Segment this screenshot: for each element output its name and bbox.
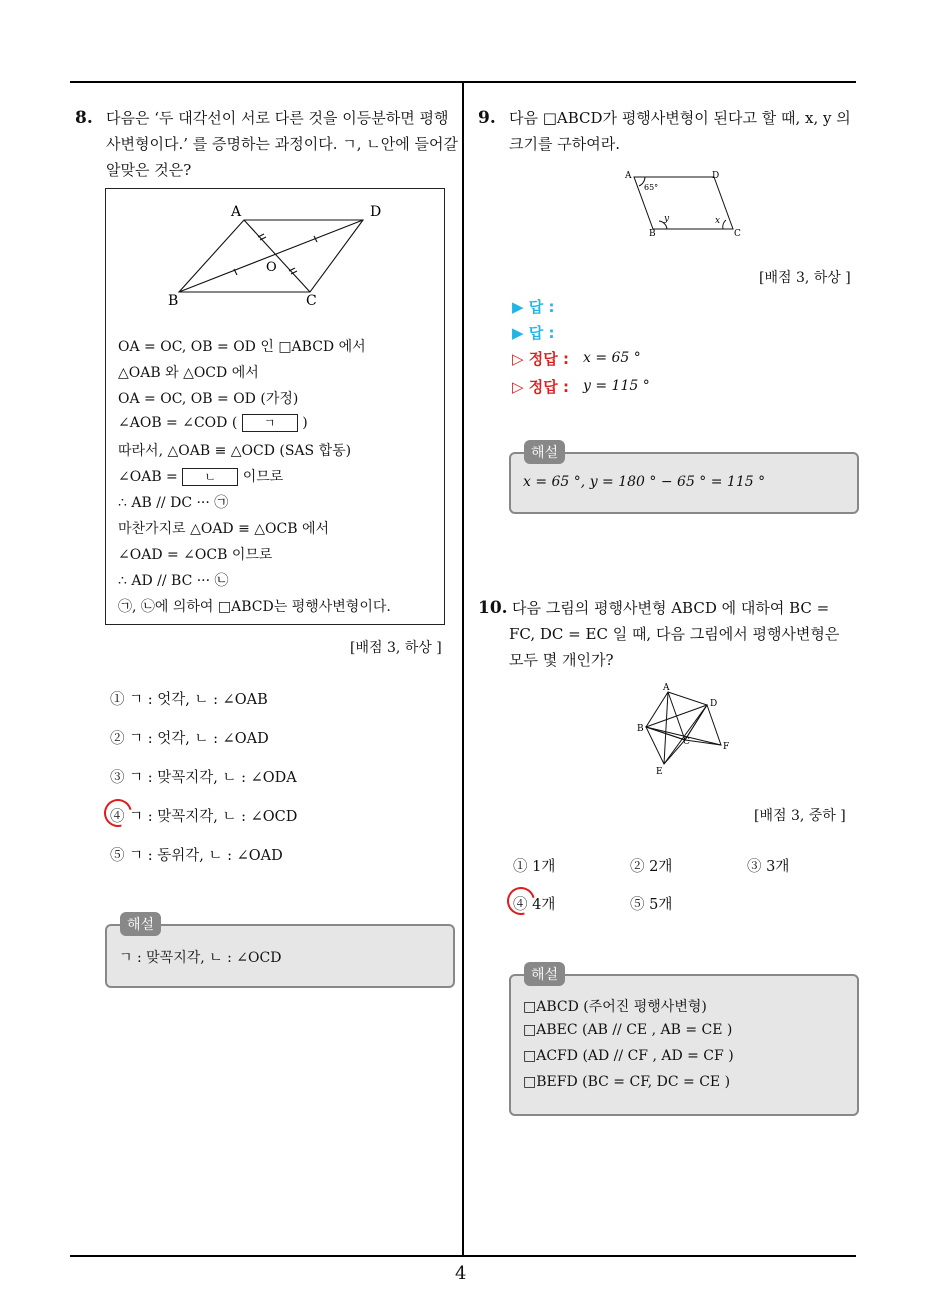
q8-choice-2[interactable]: ② ㄱ : 엇각, ㄴ : ∠OAD — [110, 731, 269, 747]
q10-number: 10. — [478, 598, 508, 618]
q8-answer-mark-icon — [99, 794, 137, 832]
q9-correct-1-value: x = 65 ° — [583, 350, 641, 366]
q8-proof-line2: △OAB 와 △OCD 에서 — [118, 365, 259, 381]
q8-proof-line3: OA = OC, OB = OD (가정) — [118, 391, 299, 407]
q9-explain-tag: 해설 — [524, 440, 565, 464]
q8-proof-line4-close: ) — [302, 415, 308, 431]
q10-explain-line2: □ABEC (AB // CE , AB = CE ) — [523, 1022, 733, 1038]
q8-proof-box — [105, 188, 445, 625]
q10-explain-line1: □ABCD (주어진 평행사변형) — [523, 999, 707, 1015]
page-number: 4 — [455, 1263, 467, 1284]
q10-label-F: F — [723, 742, 730, 752]
q8-proof-line9: ∠OAD = ∠OCB 이므로 — [118, 547, 273, 563]
q8-proof-line7: ∴ AB // DC ··· ㉠ — [118, 495, 229, 511]
q8-proof-line1: OA = OC, OB = OD 인 □ABCD 에서 — [118, 339, 366, 355]
q8-label-O: O — [266, 260, 277, 275]
q8-explain-tag: 해설 — [120, 912, 161, 936]
q9-text-line2: 크기를 구하여라. — [509, 135, 620, 153]
q8-parallelogram-figure — [106, 189, 444, 319]
q10-label-A: A — [663, 683, 670, 693]
q10-text-line2: FC, DC = EC 일 때, 다음 그림에서 평행사변형은 — [509, 625, 840, 643]
q10-choice-1[interactable]: ① 1개 — [513, 859, 556, 875]
q8-score: [배점 3, 하상 ] — [350, 640, 442, 656]
q9-explain-text: x = 65 °, y = 180 ° − 65 ° = 115 ° — [523, 474, 766, 490]
q9-number: 9. — [478, 108, 496, 128]
q8-choice-1[interactable]: ① ㄱ : 엇각, ㄴ : ∠OAB — [110, 692, 268, 708]
q9-correct-2-value: y = 115 ° — [583, 378, 650, 394]
q10-answer-mark-icon — [502, 882, 540, 920]
q8-text-line2: 사변형이다.’ 를 증명하는 과정이다. ㄱ, ㄴ안에 들어갈 — [106, 135, 458, 153]
q9-correct-2-label: ▷ 정답 : — [512, 378, 569, 396]
q9-label-B: B — [649, 229, 656, 238]
q8-proof-line4 — [118, 414, 308, 432]
q10-label-C: C — [683, 737, 690, 747]
q8-text-line1: 다음은 ‘두 대각선이 서로 다른 것을 이등분하면 평행 — [106, 109, 449, 127]
q8-proof-line6-text: ∠OAB = — [118, 469, 178, 485]
q8-blank-nieun: ㄴ — [182, 468, 238, 486]
q8-text-line3: 알맞은 것은? — [106, 161, 192, 179]
q8-explain-text: ㄱ : 맞꼭지각, ㄴ : ∠OCD — [119, 950, 282, 966]
q9-label-C: C — [734, 229, 741, 238]
q9-label-x: x — [715, 216, 721, 226]
q8-proof-line4-text: ∠AOB = ∠COD ( — [118, 415, 238, 431]
q10-choice-2[interactable]: ② 2개 — [630, 859, 673, 875]
bottom-rule — [70, 1255, 856, 1257]
q10-choice-3[interactable]: ③ 3개 — [747, 859, 790, 875]
q9-answer-2[interactable]: ▶ 답 : — [512, 324, 555, 342]
q8-label-C: C — [306, 293, 317, 309]
q9-correct-1-label: ▷ 정답 : — [512, 350, 569, 368]
column-divider — [462, 81, 464, 1256]
q8-proof-line8: 마찬가지로 △OAD ≡ △OCB 에서 — [118, 521, 330, 537]
q9-text-line1: 다음 □ABCD가 평행사변형이 된다고 할 때, x, y 의 — [509, 109, 851, 127]
q10-explain-line4: □BEFD (BC = CF, DC = CE ) — [523, 1074, 731, 1090]
q8-proof-line11: ㉠, ㉡에 의하여 □ABCD는 평행사변형이다. — [118, 599, 391, 615]
q8-proof-line5: 따라서, △OAB ≡ △OCD (SAS 합동) — [118, 443, 352, 459]
q8-proof-line6 — [118, 466, 283, 486]
q9-parallelogram-figure — [622, 168, 762, 238]
q8-choice-5[interactable]: ⑤ ㄱ : 동위각, ㄴ : ∠OAD — [110, 848, 283, 864]
q10-text-line1: 다음 그림의 평행사변형 ABCD 에 대하여 BC = — [512, 599, 830, 617]
q10-explain-line3: □ACFD (AD // CF , AD = CF ) — [523, 1048, 734, 1064]
q8-proof-line10: ∴ AD // BC ··· ㉡ — [118, 573, 229, 589]
q8-label-B: B — [168, 293, 179, 309]
q8-blank-giyeok: ㄱ — [242, 414, 298, 432]
q10-parallelogram-figure — [632, 680, 742, 780]
q10-text-line3: 모두 몇 개인가? — [509, 651, 614, 669]
q9-score: [배점 3, 하상 ] — [759, 270, 851, 286]
q10-label-E: E — [656, 767, 663, 777]
q10-label-D: D — [710, 699, 718, 709]
q10-explain-box — [509, 974, 859, 1116]
q8-choice-3[interactable]: ③ ㄱ : 맞꼭지각, ㄴ : ∠ODA — [110, 770, 297, 786]
q10-choice-5[interactable]: ⑤ 5개 — [630, 897, 673, 913]
q9-answer-1[interactable]: ▶ 답 : — [512, 298, 555, 316]
q10-score: [배점 3, 중하 ] — [754, 808, 846, 824]
q10-label-B: B — [637, 724, 644, 734]
q8-label-D: D — [370, 204, 382, 220]
q8-proof-line6-tail: 이므로 — [242, 469, 284, 485]
q8-choice-4[interactable]: ④ ㄱ : 맞꼭지각, ㄴ : ∠OCD — [110, 809, 298, 825]
q8-label-A: A — [231, 204, 242, 220]
q10-explain-tag: 해설 — [524, 962, 565, 986]
q9-label-y: y — [664, 214, 670, 224]
q10-choice-4[interactable]: ④ 4개 — [513, 897, 556, 913]
q9-label-D: D — [712, 171, 720, 181]
q9-label-angle: 65° — [644, 183, 659, 192]
q8-number: 8. — [75, 108, 93, 128]
q9-label-A: A — [625, 171, 632, 181]
